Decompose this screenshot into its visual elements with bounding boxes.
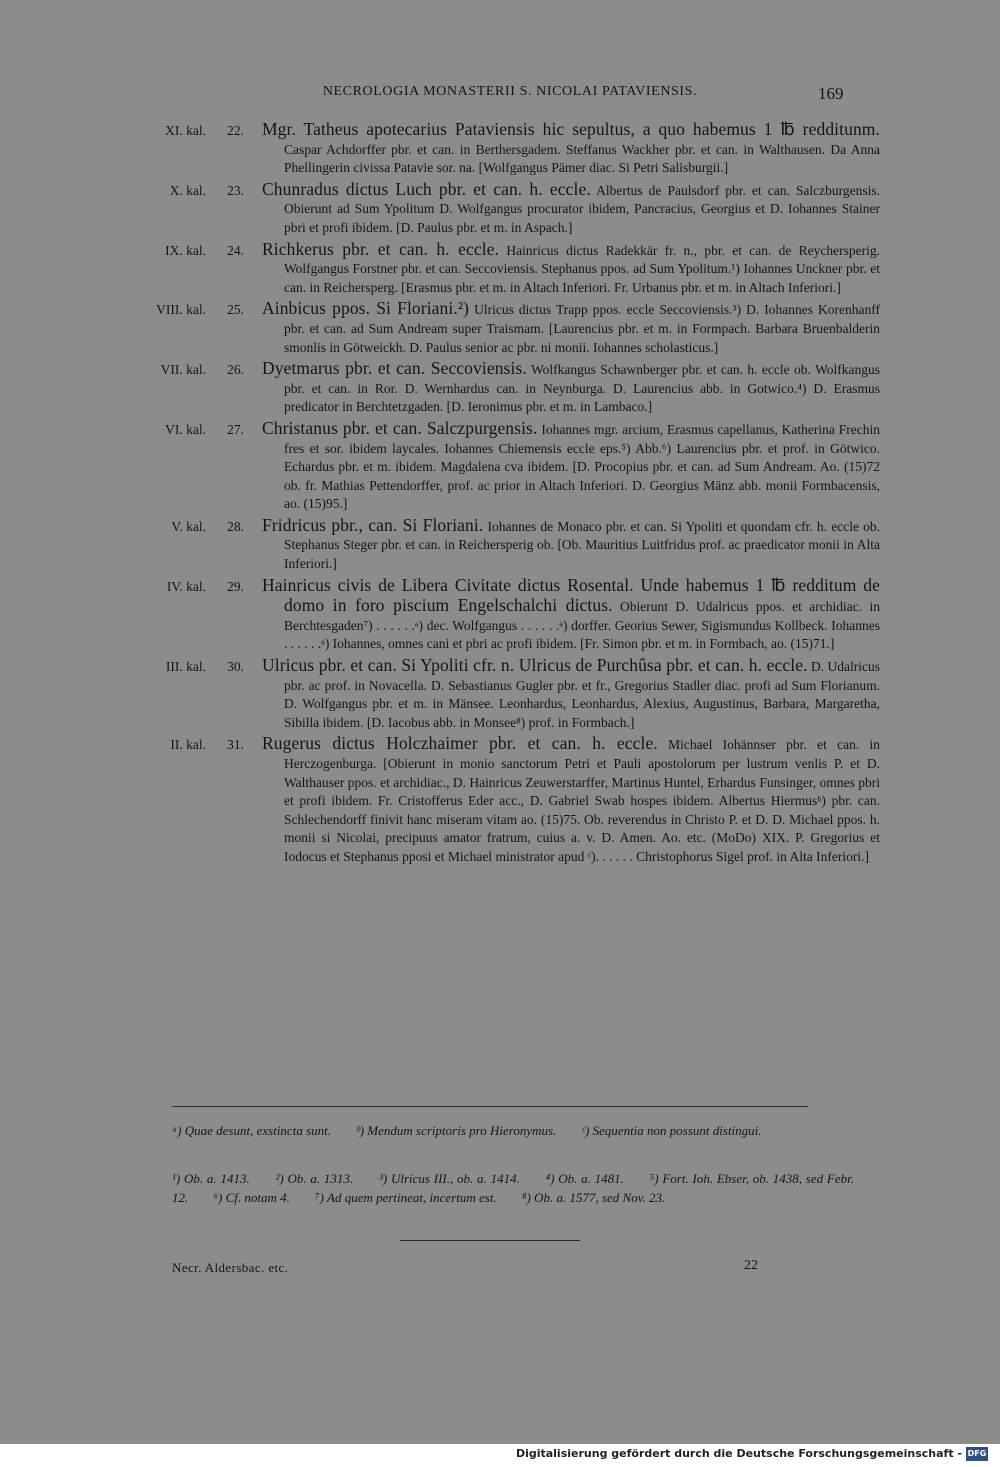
necrology-entry (0, 359, 1000, 417)
running-head (0, 82, 1000, 104)
entry-body (262, 120, 880, 178)
dfg-logo-icon: DFG (966, 1447, 988, 1461)
kalends-label: III. kal. (165, 659, 206, 675)
kalends-label: II. kal. (170, 737, 206, 753)
day-number: 30. (227, 659, 244, 675)
entry-heading: Dyetmarus pbr. et can. Seccoviensis. (262, 358, 527, 379)
footnote: ᵇ) Mendum scriptoris pro Hieronymus. (356, 1123, 557, 1138)
footnote: ⁷) Ad quem pertineat, incertum est. (315, 1189, 497, 1205)
entry-body (262, 576, 880, 654)
entry-text: Michael Iohännser pbr. et can. in Herczogenburga. [Obierunt in monio sanctorum Petri et Pauli apostolorum per lustrum venlis P. et D. Walthauser ppos. et archidiac., D. Hainricus Zeuwerstarffer, Martinus Huntel, Erhardus Funsinger, omnes pbri et profi ibidem. Fr. Cristofferus Eder acc., D. Gabriel Swab hospes ibidem. Albertus Hiermusᵇ) pbr. can. Schlechendorff finivit hanc miseram vitam ao. (15)75. Ob. reverendus in Christo P. et D. D. Michael ppos. h. monii si Nicolai, precipuus amator fratrum, cuius a. v. D. Amen. Ao. etc. (MoDo) XIX. P. Gregorius et Iodocus et Stephanus pposi et Michael ministrator apud ᶜ). . . . . . Christophorus Sigel prof. in Alta Inferiori.] (284, 737, 880, 864)
necrology-entry (0, 734, 1000, 866)
entry-text: Iohannes de Monaco pbr. et can. Si Ypoliti et quondam cfr. h. eccle ob. Stephanus Steger pbr. et can. in Reichersperig ob. [Ob. Mauritius Luitfridus prof. ac praedicator monii in Alta Inferiori.] (284, 518, 880, 572)
entry-heading: Richkerus pbr. et can. h. eccle. (262, 238, 500, 259)
necrology-entry (0, 576, 1000, 654)
entry-body (262, 656, 880, 732)
entry-body (262, 359, 880, 417)
kalends-label: VII. kal. (160, 362, 206, 378)
page-number: 169 (818, 84, 844, 103)
necrology-entry (0, 120, 1000, 178)
day-number: 31. (227, 737, 244, 753)
footnotes-numbered (172, 1170, 854, 1207)
footnote: ⁴) Ob. a. 1481. (545, 1171, 624, 1186)
entry-heading: Hainricus civis de Libera Civitate dictus Rosental. Unde habemus 1 ℔ redditum de domo in foro piscium Engelschalchi dictus. (262, 574, 880, 616)
funding-credit: Digitalisierung gefördert durch die Deutsche Forschungsgemeinschaft - (515, 1447, 962, 1460)
entry-body (262, 419, 880, 514)
day-number: 29. (227, 578, 244, 594)
running-title: NECROLOGIA MONASTERII S. NICOLAI PATAVIENSIS. (322, 84, 698, 99)
entry-heading: Christanus pbr. et can. Salczpurgensis. (262, 417, 538, 438)
necrology-entries (0, 120, 1000, 869)
entry-heading: Ainbicus ppos. Si Floriani.²) (262, 298, 470, 319)
entry-text: Ulricus dictus Trapp ppos. eccle Seccoviensis.³) D. Iohannes Korenhanff pbr. et can. ad Sum Andream super Traismam. [Laurencius pbr. et m. in Formpach. Barbara Bruenbalderin smonlis in Götweickh. D. Paulus senior ac pbr. ni monii. Iohannes scholasticus.] (284, 302, 881, 355)
kalends-label: XI. kal. (165, 123, 206, 138)
entry-body (262, 299, 880, 357)
footnote: ⁸) Ob. a. 1577, sed Nov. 23. (521, 1189, 666, 1205)
kalends-label: IV. kal. (166, 578, 206, 594)
footnotes-lettered (172, 1122, 854, 1141)
footnote: ²) Ob. a. 1313. (275, 1171, 354, 1186)
entry-heading: Rugerus dictus Holczhaimer pbr. et can. h. eccle. (262, 733, 658, 754)
kalends-label: V. kal. (171, 518, 206, 534)
necrology-entry (0, 656, 1000, 732)
day-number: 22. (227, 123, 244, 138)
kalends-label: IX. kal. (165, 242, 206, 258)
signature-mark: Necr. Aldersbac. etc. (172, 1260, 289, 1275)
footnote: ¹) Ob. a. 1413. (172, 1171, 250, 1186)
entry-heading: Mgr. Tatheus apotecarius Pataviensis hic sepultus, a quo habemus 1 ℔ redditunm. (262, 119, 880, 139)
entry-text: Obierunt D. Udalricus ppos. et archidiac. in Berchtesgaden⁷) . . . . . .ᵃ) dec. Wolfgangus . . . . . .ᵃ) dorffer. Georius Sewer, Sigismundus Kollbeck. Iohannes . . . . . .ᵃ) Iohannes, omnes cani et pbri ac profi ibidem. [Fr. Simon pbr. et m. in Formbach, ao. (15)71.] (284, 599, 881, 652)
necrology-entry (0, 299, 1000, 357)
entry-heading: Ulricus pbr. et can. Si Ypoliti cfr. n. Ulricus de Purchûsa pbr. et can. h. eccle. (262, 655, 808, 676)
necrology-entry (0, 240, 1000, 298)
necrology-entry (0, 419, 1000, 514)
entry-body (262, 240, 880, 298)
entry-text: Iohannes mgr. arcium, Erasmus capellanus, Katherina Frechin fres et sor. ibidem laycales. Iohannes Chiemensis eccle eps.⁵) Abb.⁶) Laurencius pbr. et prof. in Götwico. Echardus pbr. et m. ibidem. Magdalena cva ibidem. [D. Procopius pbr. et can. ad Sum Andream. Ao. (15)72 ob. fr. Mathias Pettendorffer, prof. ac prior in Altach Inferiori. D. Georgius Mänz abb. monii Formbacensis, ao. (15)95.] (284, 421, 880, 512)
entry-body (262, 516, 880, 574)
necrology-entry (0, 180, 1000, 238)
day-number: 25. (227, 302, 244, 318)
kalends-label: X. kal. (169, 182, 206, 198)
entry-heading: Fridricus pbr., can. Si Floriani. (262, 514, 484, 535)
day-number: 28. (227, 518, 244, 534)
footnote: ⁵) Fort. Ioh. Ebser, ob. 1438, sed Febr. 12. (172, 1171, 854, 1205)
footnote: ᶜ) Sequentia non possunt distingui. (581, 1123, 762, 1138)
end-rule (400, 1240, 580, 1241)
credit-bar (0, 1444, 1000, 1467)
entry-text: D. Udalricus pbr. ac prof. in Novacella. D. Sebastianus Gugler pbr. et fr., Gregorius Stadler diac. profi ad Sum Florianum. D. Wolfgangus pbr. et m. in Mänsee. Leonhardus, Leonhardus, Alexius, Augustinus, Barbara, Margaretha, Sibilla ibidem. [D. Iacobus abb. in Monsee⁸) prof. in Formbach.] (284, 659, 880, 730)
entry-body (262, 180, 880, 238)
day-number: 24. (227, 242, 244, 258)
entry-heading: Chunradus dictus Luch pbr. et can. h. eccle. (262, 178, 591, 199)
entry-text: Albertus de Paulsdorf pbr. et can. Salczburgensis. Obierunt ad Sum Ypolitum D. Wolfgangus procurator ibidem, Pancracius, Georgius et D. Iohannes Stainer pbri et profi ibidem. [D. Paulus pbr. et m. in Aspach.] (284, 182, 880, 235)
day-number: 26. (227, 362, 244, 378)
kalends-label: VI. kal. (165, 421, 206, 437)
footnote: ³) Ulricus III., ob. a. 1414. (378, 1171, 520, 1186)
footnote: ⁶) Cf. notam 4. (213, 1189, 290, 1205)
necrology-entry (0, 516, 1000, 574)
entry-body (262, 734, 880, 866)
footnote-divider (172, 1106, 808, 1107)
entry-text: Wolfkangus Schawnberger pbr. et can. h. eccle ob. Wolfkangus pbr. et can. in Ror. D. Wernhardus can. in Neynburga. D. Laurencius abb. in Gotwico.⁴) D. Erasmus predicator in Berchtetzgaden. [D. Ieronimus pbr. et m. in Lambaco.] (284, 362, 880, 415)
sheet-number: 22 (744, 1258, 758, 1273)
day-number: 23. (227, 182, 244, 198)
kalends-label: VIII. kal. (156, 302, 206, 318)
entry-text: Hainricus dictus Radekkär fr. n., pbr. et can. de Reychersperig. Wolfgangus Forstner pbr. et can. Seccoviensis. Stephanus ppos. ad Sum Ypolitum.¹) Iohannes Unckner pbr. et can. in Reichersperg. [Erasmus pbr. et m. in Altach Inferiori. Fr. Urbanus pbr. et m. in Altach Inferiori.] (284, 242, 881, 295)
footnote: ᵃ) Quae desunt, exstincta sunt. (172, 1123, 331, 1138)
entry-text: Caspar Achdorffer pbr. et can. in Berthersgadem. Steffanus Wackher pbr. et can. in Walthausen. Da Anna Phellingerin civissa Patavie sor. na. [Wolfgangus Pämer diac. Si Petri Salisburgii.] (284, 141, 880, 176)
day-number: 27. (227, 421, 244, 437)
